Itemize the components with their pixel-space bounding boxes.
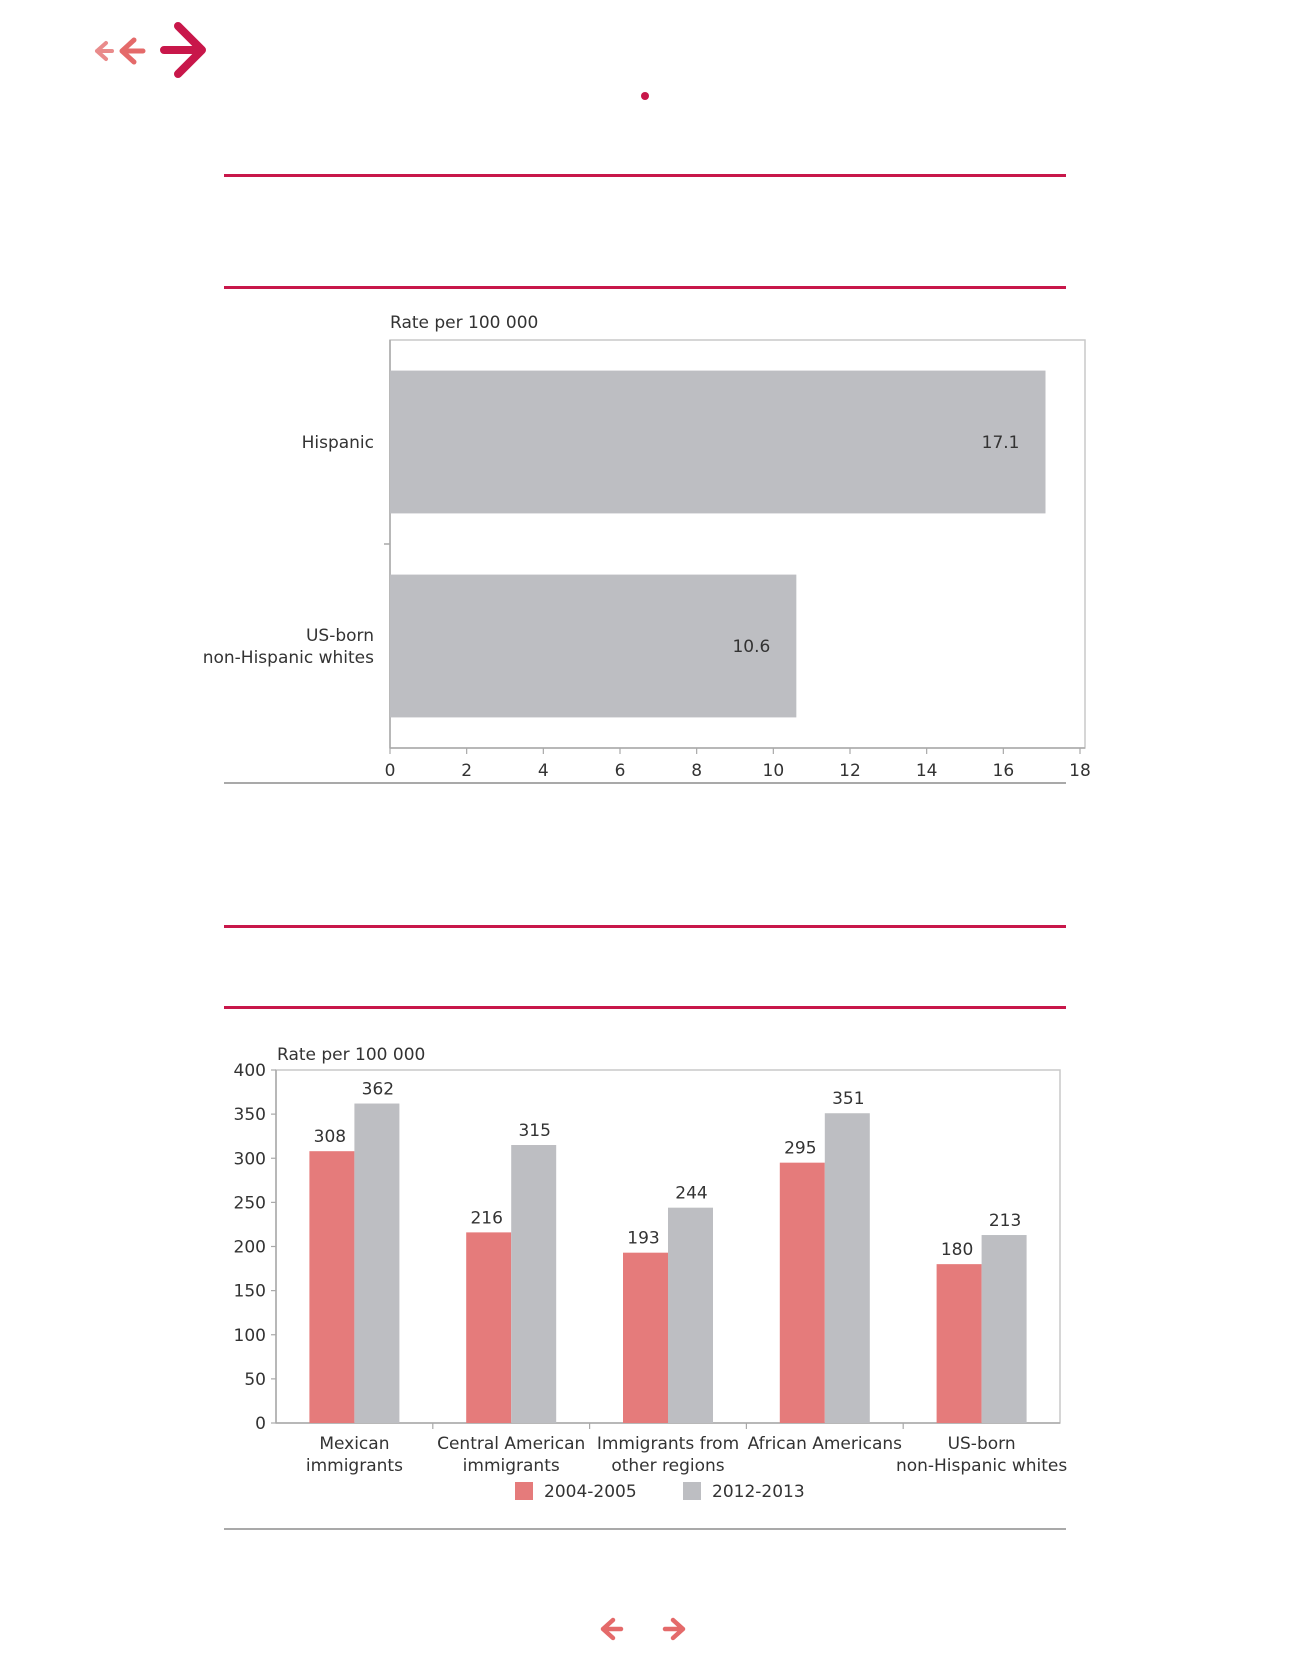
bar-2012-2013 bbox=[982, 1235, 1027, 1423]
bar-2012-2013 bbox=[511, 1145, 556, 1423]
data-label: 362 bbox=[361, 1079, 395, 1100]
legend-label: 2004-2005 bbox=[544, 1482, 637, 1502]
data-label: 10.6 bbox=[732, 637, 771, 657]
x-tick-label: 10 bbox=[762, 761, 785, 781]
data-label: 295 bbox=[784, 1138, 817, 1159]
figure-2-header-bottom-rule bbox=[224, 1006, 1066, 1009]
category-label: Mexican immigrants bbox=[305, 1434, 403, 1476]
bar-2012-2013 bbox=[825, 1113, 870, 1423]
x-tick-label: 2 bbox=[461, 761, 473, 781]
data-label: 315 bbox=[518, 1121, 551, 1142]
y-tick-label: 250 bbox=[233, 1193, 266, 1214]
y-tick-label: 150 bbox=[233, 1281, 266, 1302]
bar-2004-2005 bbox=[937, 1264, 982, 1423]
legend-swatch-2012-2013 bbox=[683, 1482, 701, 1500]
y-tick-label: 400 bbox=[233, 1061, 266, 1081]
figure-1-footer-rule bbox=[224, 782, 1066, 784]
category-label: Immigrants from other regions bbox=[596, 1434, 740, 1476]
y-axis-title: Rate per 100 000 bbox=[390, 313, 539, 333]
grouped-bar-chart bbox=[200, 1020, 1100, 1510]
x-tick-label: 8 bbox=[691, 761, 703, 781]
y-tick-label: 300 bbox=[233, 1149, 266, 1170]
y-axis-title: Rate per 100 000 bbox=[277, 1045, 426, 1065]
horizontal-bar-chart bbox=[200, 300, 1100, 781]
page-marker-dot bbox=[641, 92, 649, 100]
previous-page-icon[interactable] bbox=[598, 1616, 624, 1642]
category-label: African Americans bbox=[747, 1434, 903, 1454]
data-label: 308 bbox=[313, 1127, 347, 1148]
y-tick-label: 100 bbox=[233, 1325, 266, 1346]
bar-2004-2005 bbox=[309, 1151, 354, 1423]
bottom-navigation bbox=[598, 1612, 698, 1646]
data-label: 180 bbox=[940, 1240, 974, 1261]
category-label: Hispanic bbox=[301, 433, 374, 453]
category-label: US-born non-Hispanic whites bbox=[895, 1434, 1068, 1476]
back-small-icon[interactable] bbox=[92, 40, 114, 62]
legend-label: 2012-2013 bbox=[712, 1482, 805, 1502]
data-label: 351 bbox=[832, 1089, 865, 1110]
forward-icon[interactable] bbox=[158, 22, 208, 78]
back-icon[interactable] bbox=[116, 36, 146, 66]
x-tick-label: 12 bbox=[839, 761, 861, 781]
bar-2004-2005 bbox=[623, 1253, 668, 1423]
y-tick-label: 0 bbox=[255, 1414, 266, 1434]
bar-2012-2013 bbox=[668, 1208, 713, 1423]
next-page-icon[interactable] bbox=[662, 1616, 688, 1642]
x-tick-label: 6 bbox=[614, 761, 626, 781]
bar-2012-2013 bbox=[354, 1104, 399, 1423]
y-tick-label: 50 bbox=[244, 1369, 266, 1390]
data-label: 244 bbox=[675, 1183, 708, 1204]
figure-2-header-top-rule bbox=[224, 925, 1066, 928]
category-label: US-born non-Hispanic whites bbox=[202, 626, 374, 668]
data-label: 193 bbox=[627, 1228, 660, 1249]
y-tick-label: 200 bbox=[233, 1237, 266, 1258]
data-label: 216 bbox=[470, 1208, 503, 1229]
bar-2004-2005 bbox=[466, 1232, 511, 1423]
x-tick-label: 0 bbox=[384, 761, 396, 781]
legend-swatch-2004-2005 bbox=[515, 1482, 533, 1500]
y-tick-label: 350 bbox=[233, 1105, 266, 1126]
figure-2-footer-rule bbox=[224, 1528, 1066, 1530]
x-tick-label: 14 bbox=[915, 761, 938, 781]
bar bbox=[390, 371, 1046, 514]
x-tick-label: 18 bbox=[1069, 761, 1091, 781]
bar-2004-2005 bbox=[780, 1163, 825, 1423]
figure-1-header-bottom-rule bbox=[224, 286, 1066, 289]
x-tick-label: 4 bbox=[537, 761, 549, 781]
x-tick-label: 16 bbox=[992, 761, 1015, 781]
figure-1-header-top-rule bbox=[224, 174, 1066, 177]
data-label: 17.1 bbox=[981, 433, 1020, 453]
data-label: 213 bbox=[988, 1211, 1022, 1232]
top-navigation bbox=[92, 22, 222, 82]
category-label: Central American immigrants bbox=[437, 1434, 586, 1476]
